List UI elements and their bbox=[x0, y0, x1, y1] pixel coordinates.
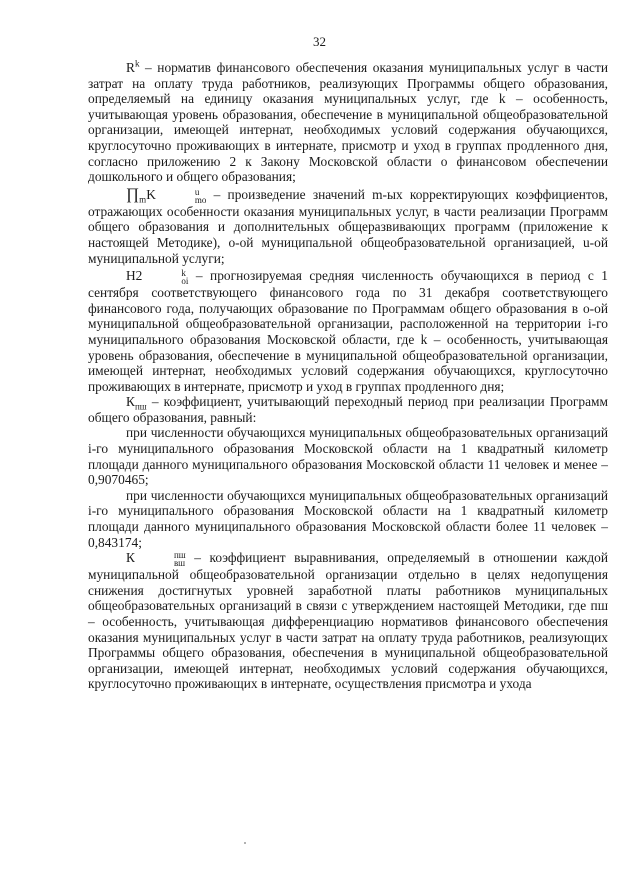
definition-n2 bbox=[88, 268, 608, 394]
symbol-k-subscript: mo bbox=[194, 194, 207, 205]
scan-speck bbox=[244, 842, 246, 844]
definition-k-psh bbox=[88, 394, 608, 425]
symbol-r-superscript: k bbox=[134, 58, 140, 69]
definition-n2-text: – прогнозируемая средняя численность обучающихся в период с 1 сентября соответствующего финансового года по 31 декабря соответствующего финансового года, получающих образование по Программам общего образования в о-ой муниципальной общеобразовательной организации, расположенной на территории i-го муниципального образования Московской области, где k – особенность, учитывающая уровень образования, обеспечение в муниципальной общеобразовательной организации, имеющей интернат, необходимых условий содержания обучающихся, круглосуточно проживающих в интернате, присмотр и уход в группах продленного дня; bbox=[88, 268, 608, 394]
definition-product-k bbox=[88, 187, 608, 266]
definition-k-vsh-text: – коэффициент выравнивания, определяемый в отношении каждой муниципальной общеобразовательной организации отдельно в целях недопущения снижения достигнутых уровней заработной платы работников муниципальных общеобразовательных организаций в связи с утверждением настоящей Методики, где пш – особенность, учитывающая дифференциацию нормативов финансового обеспечения оказания муниципальных услуг в части затрат на оплату труда работников, реализующих Программы общего образования, обеспечения в муниципальной общеобразовательной организации, имеющей интернат, необходимых условий содержания обучающихся, круглосуточно проживающих в интернате, осуществления присмотра и ухода bbox=[88, 550, 608, 692]
definition-k-vsh bbox=[88, 550, 608, 692]
page-number: 32 bbox=[313, 34, 326, 49]
document-body bbox=[88, 60, 608, 692]
symbol-n2-superscript: k bbox=[181, 268, 186, 279]
symbol-k-vsh-superscript: пш bbox=[173, 550, 186, 561]
condition-density-high: при численности обучающихся муниципальных общеобразовательных организаций i-го муниципального образования Московской области на 1 квадратный километр площади данного муниципального образования Московской области более 11 человек – 0,843174; bbox=[88, 487, 608, 550]
symbol-k-vsh-subscript: вш bbox=[173, 558, 186, 569]
symbol-n2-subscript: oi bbox=[181, 276, 189, 287]
symbol-k-vsh: К bbox=[126, 550, 135, 566]
symbol-k-superscript: u bbox=[194, 186, 200, 197]
symbol-k-psh: К bbox=[126, 394, 135, 410]
symbol-r: R bbox=[126, 60, 135, 75]
definition-product-k-text: – произведение значений m-ых корректирующих коэффициентов, отражающих особенности оказания муниципальных услуг, в части реализации Программ общего образования и дополнительных общеразвивающих программ (приложение к настоящей Методике), о-ой муниципальной общеобразовательной организацией, u-ой муниципальной услуги; bbox=[88, 186, 608, 266]
definition-k-psh-text: – коэффициент, учитывающий переходный период при реализации Программ общего образования, равный: bbox=[88, 394, 608, 425]
symbol-k: K bbox=[146, 186, 156, 202]
definition-r-k-text: – норматив финансового обеспечения оказания муниципальных услуг в части затрат на оплату труда работников, реализующих Программы общего образования, определяемый на единицу оказания муниципальных услуг, где k – особенность, учитывающая уровень образования, обеспечение в муниципальной общеобразовательной организации, имеющей интернат, необходимых условий содержания обучающихся, круглосуточно проживающих в интернате, присмотр и уход в группах продленного дня, согласно приложению 2 к Закону Московской области о финансовом обеспечении дошкольного и общего образования; bbox=[88, 60, 608, 185]
definition-r-k bbox=[88, 60, 608, 185]
condition-density-low: при численности обучающихся муниципальных общеобразовательных организаций i-го муниципального образования Московской области на 1 квадратный километр площади данного муниципального образования Московской области 11 человек и менее – 0,9070465; bbox=[88, 425, 608, 488]
symbol-k-indices bbox=[157, 188, 207, 204]
symbol-product: ∏ bbox=[126, 185, 140, 203]
symbol-n2-indices bbox=[143, 269, 188, 285]
symbol-k-vsh-indices bbox=[136, 551, 186, 567]
symbol-k-psh-subscript: пш bbox=[134, 401, 147, 412]
symbol-product-subscript: m bbox=[139, 194, 147, 205]
symbol-n2: Н2 bbox=[126, 268, 143, 284]
